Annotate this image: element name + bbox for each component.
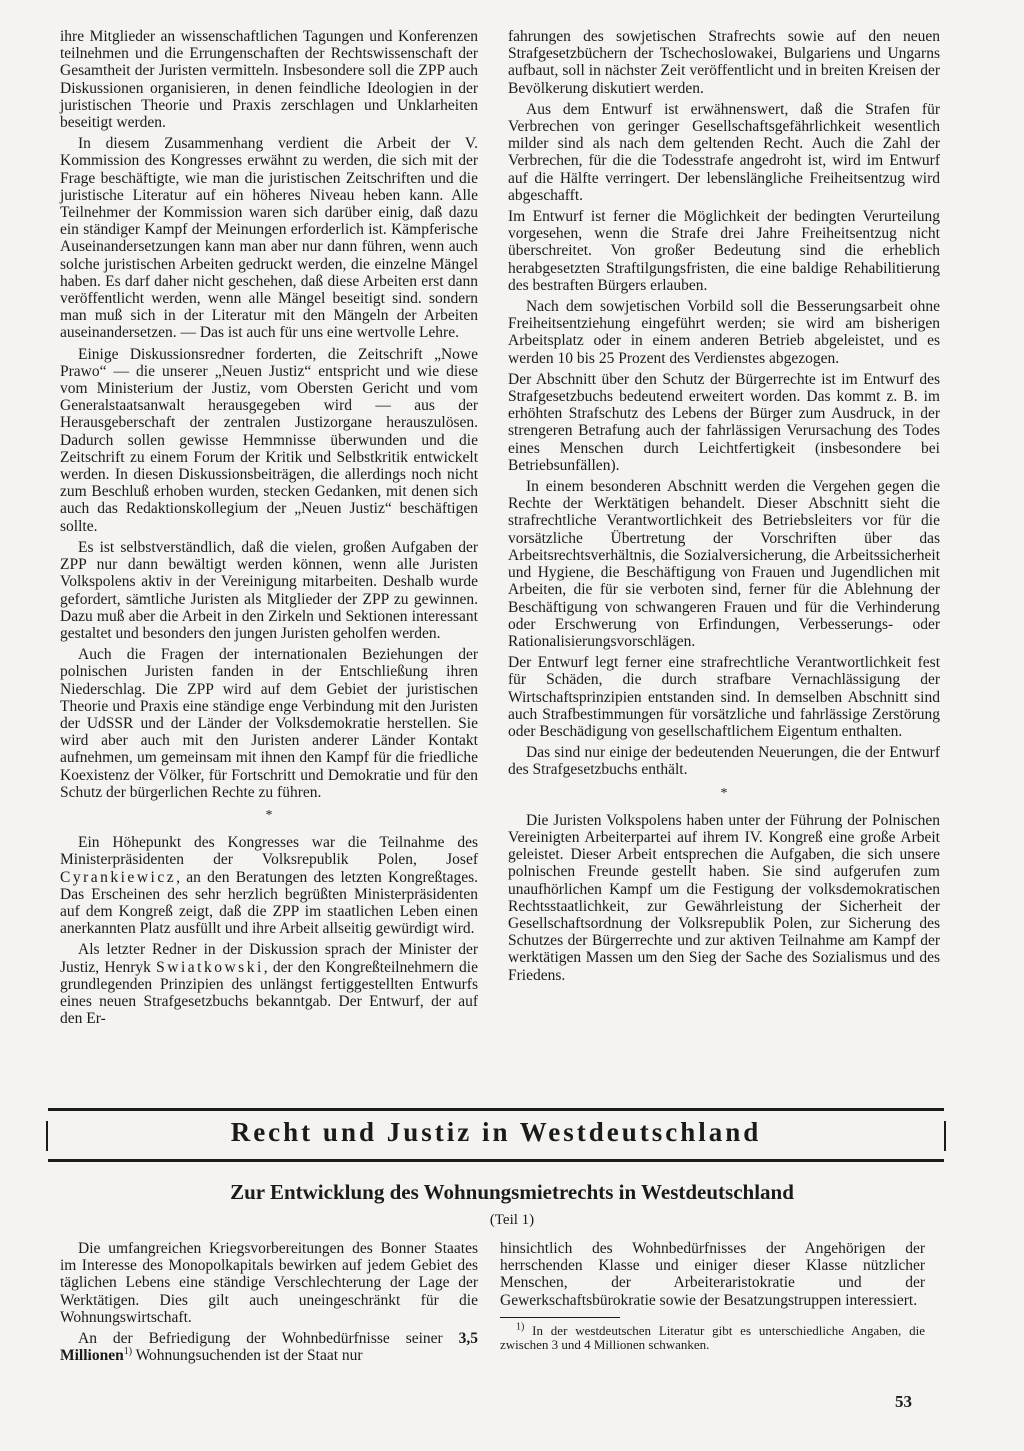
- text-run: Wohnungsuchenden ist der Staat nur: [132, 1347, 363, 1365]
- paragraph: ihre Mitglieder an wissenschaftlichen Tagungen und Konferenzen teilnehmen und die Errungenschaften der Rechtswissenschaft der Gesamtheit der Juristen vermitteln. Insbesondere soll die ZPP auch Diskussionen organisieren, in denen feindliche Ideologien in der juristischen Theorie und Praxis zerschlagen und Unklarheiten beseitigt werden.: [60, 28, 478, 132]
- footnote-text: In der westdeutschen Literatur gibt es unterschiedliche Angaben, die zwischen 3 und 4 Millionen schwanken.: [500, 1322, 925, 1353]
- paragraph: Nach dem sowjetischen Vorbild soll die Besserungsarbeit ohne Freiheitsentziehung eingeführt werden; sie wird am bisherigen Arbeitsplatz oder in einem anderen Betrieb abgeleistet, und es werden 10 bis 25 Prozent des Verdienstes abgezogen.: [508, 298, 940, 367]
- bottom-left-column: [60, 1240, 478, 1368]
- footnote: [500, 1321, 925, 1353]
- person-name: Swiatkowski: [156, 958, 264, 976]
- paragraph: Einige Diskussionsredner forderten, die Zeitschrift „Nowe Prawo“ — die unserer „Neuen Justiz“ entspricht und wie diese vom Ministerium der Justiz, vom Obersten Gericht und vom Generalstaatsanwalt herausgegeben wird — aus der Herausgeberschaft der zentralen Justizorgane herauszulösen. Dadurch sollen gewisse Hemmnisse überwunden und die Zeitschrift zu einem Forum der Kritik und Selbstkritik entwickelt werden. In diesen Diskussionsbeiträgen, die allerdings noch nicht zum Beschluß erhoben wurden, stecken Gedanken, mit denen sich auch das Redaktionskollegium der „Neuen Justiz“ beschäftigen sollte.: [60, 345, 478, 535]
- section-separator: *: [265, 807, 273, 823]
- text-run: , an den Beratungen des letzten Kongreßtages. Das Erscheinen des sehr herzlich begrüßten Ministerpräsidenten auf dem Kongreß zeigt, daß die ZPP im staatlichen Leben einen anerkannten Platz ausfüllt und ihre Arbeit allseitig gewürdigt wird.: [60, 868, 478, 938]
- frame-bar-right: [944, 1121, 946, 1151]
- paragraph: fahrungen des sowjetischen Strafrechts sowie auf den neuen Strafgesetzbüchern der Tschechoslowakei, Bulgariens und Ungarns aufbaut, soll in nächster Zeit veröffentlicht und in breiten Kreisen der Bevölkerung diskutiert werden.: [508, 28, 940, 97]
- bottom-right-column: [500, 1240, 925, 1353]
- section-title: Recht und Justiz in Westdeutschland: [230, 1117, 762, 1147]
- paragraph: Das sind nur einige der bedeutenden Neuerungen, die der Entwurf des Strafgesetzbuchs enthält.: [508, 744, 940, 779]
- footnote-reference: 1): [123, 1346, 133, 1358]
- article-part-label: (Teil 1): [489, 1212, 535, 1228]
- paragraph: [60, 834, 478, 937]
- footnote-rule: [500, 1317, 620, 1318]
- page-number: 53: [895, 1392, 912, 1411]
- paragraph: In einem besonderen Abschnitt werden die Vergehen gegen die Rechte der Werktätigen behandelt. Dieser Abschnitt sieht die strafrechtliche Verantwortlichkeit des Betriebsleiters vor für die vorsätzliche Übertretung der Vorschriften über das Arbeitsrechtsverhältnis, die Sozialversicherung, die Arbeitssicherheit und Hygiene, die Beschäftigung von Frauen und Jugendlichen mit Arbeiten, die für sie verboten sind, ferner für die Ablehnung der Beschäftigung von schwangeren Frauen und für die Verhinderung oder Erschwerung von Erfindungen, Verbesserungs- oder Rationalisierungsvorschlägen.: [508, 478, 940, 650]
- text-run: Als letzter Redner in der Diskussion sprach der Minister der Justiz, Henryk: [60, 941, 478, 976]
- paragraph: Die umfangreichen Kriegsvorbereitungen des Bonner Staates im Interesse des Monopolkapitals bewirken auf jedem Gebiet des täglichen Lebens eine ständige Verschlechterung der Lage der Werktätigen. Dies gilt auch uneingeschränkt für die Wohnungswirtschaft.: [60, 1240, 478, 1326]
- article-title: Zur Entwicklung des Wohnungsmietrechts in Westdeutschland: [230, 1180, 794, 1204]
- paragraph: hinsichtlich des Wohnbedürfnisses der Angehörigen der herrschenden Klasse und einiger dieser Klasse nützlicher Menschen, der Arbeiteraristokratie und der Gewerkschaftsbürokratie sowie der Besatzungstruppen interessiert.: [500, 1240, 925, 1309]
- footnote-mark: 1): [516, 1321, 525, 1333]
- paragraph: [60, 1330, 478, 1364]
- paragraph: Der Abschnitt über den Schutz der Bürgerrechte ist im Entwurf des Strafgesetzbuchs bedeutend erweitert worden. Das kommt z. B. im erhöhten Strafschutz des Lebens der Bürger zum Ausdruck, in der strengeren Betrafung auch der fahrlässigen Verursachung des Todes eines Menschen durch Leichtfertigkeit (insbesondere bei Betriebsunfällen).: [508, 370, 940, 474]
- top-left-column: [60, 28, 478, 1031]
- text-run: An der Befriedigung der Wohnbedürfnisse seiner: [78, 1330, 459, 1348]
- paragraph: In diesem Zusammenhang verdient die Arbeit der V. Kommission des Kongresses erwähnt zu werden, die sich mit der Frage beschäftigte, wie man die juristischen Zeitschriften und die juristische Literatur auf ein höheres Niveau heben kann. Alle Teilnehmer der Kommission waren sich darüber einig, daß dazu ein ständiger Kampf der Meinungen erforderlich ist. Kämpferische Auseinandersetzungen kann man aber nur dann führen, wenn auch solche juristischen Arbeiten gedruckt werden, die einzelne Mängel haben. Es darf daher nicht geschehen, daß diese Arbeiten erst dann veröffentlicht werden, wenn alle Mängel beseitigt sind. sondern man muß sich in der Literatur mit den Mängeln der Arbeiten auseinandersetzen. — Das ist auch für uns eine wertvolle Lehre.: [60, 135, 478, 342]
- paragraph: Auch die Fragen der internationalen Beziehungen der polnischen Juristen fanden in der Entschließung ihren Niederschlag. Die ZPP wird auf dem Gebiet der juristischen Theorie und Praxis eine ständige enge Verbindung mit den Juristen der UdSSR und der Länder der Volksdemokratie herstellen. Sie wird aber auch mit den Juristen anderer Länder Kontakt aufnehmen, um gemeinsam mit ihnen den Kampf für die friedliche Koexistenz der Völker, für Fortschritt und Demokratie und für den Schutz der bürgerlichen Rechte zu führen.: [60, 646, 478, 801]
- section-separator: *: [720, 785, 728, 801]
- section-header-box: [48, 1108, 944, 1162]
- paragraph: Der Entwurf legt ferner eine strafrechtliche Verantwortlichkeit fest für Schäden, die durch strafbare Vernachlässigung der Wirtschaftsprinzipien entstanden sind. In demselben Abschnitt sind auch Strafbestimmungen für vorsätzliche und fahrlässige Zerstörung oder Beschädigung von gesellschaftlichem Eigentum enthalten.: [508, 654, 940, 740]
- paragraph: Es ist selbstverständlich, daß die vielen, großen Aufgaben der ZPP nur dann bewältigt werden können, wenn alle Juristen Volkspolens aktiv in der Vereinigung mitarbeiten. Deshalb wurde gefordert, sämtliche Juristen als Mitglieder der ZPP zu gewinnen. Dazu muß aber die Arbeit in den Zirkeln und Sektionen interessant gestaltet und besonders den jungen Juristen geholfen werden.: [60, 538, 478, 642]
- person-name: Cyrankiewicz: [60, 868, 177, 886]
- paragraph: Die Juristen Volkspolens haben unter der Führung der Polnischen Vereinigten Arbeiterpartei auf ihrem IV. Kongreß eine große Arbeit geleistet. Dieser Arbeit entsprechen die Aufgaben, die sich unsere polnischen Freunde gestellt haben. Sie sind aufgerufen zum unaufhörlichen Kampf um die Festigung der volksdemokratischen Rechtsstaatlichkeit, zur Gewährleistung der Sicherheit der Gesellschaftsordnung der Volksrepublik Polen, zur Sicherung des Schutzes der Bürgerrechte und zur aktiven Teilnahme am Kampf der werktätigen Massen um den Sieg der Sache des Sozialismus und des Friedens.: [508, 811, 940, 984]
- paragraph: Im Entwurf ist ferner die Möglichkeit der bedingten Verurteilung vorgesehen, wenn die Strafe drei Jahre Freiheitsentzug nicht überschreitet. Von großer Bedeutung sind die erheblich herabgesetzten Straftilgungsfristen, die eine baldige Rehabilitierung des bestraften Bürgers erlauben.: [508, 208, 940, 294]
- top-right-column: [508, 28, 940, 988]
- paragraph: Aus dem Entwurf ist erwähnenswert, daß die Strafen für Verbrechen von geringer Gesellschaftsgefährlichkeit wesentlich milder sind als nach dem geltenden Recht. Auch die Zahl der Verbrechen, für die die Todesstrafe angedroht ist, wird im Entwurf auf die Hälfte verringert. Der lebenslängliche Freiheitsentzug wird abgeschafft.: [508, 100, 940, 204]
- paragraph: [60, 941, 478, 1027]
- text-run: Ein Höhepunkt des Kongresses war die Teilnahme des Ministerpräsidenten der Volksrepublik Polen, Josef: [60, 834, 478, 869]
- text-run: , der den Kongreßteilnehmern die grundlegenden Prinzipien des unlängst fertiggestellten Entwurfs eines neuen Strafgesetzbuchs bekanntgab. Der Entwurf, der auf den Er-: [60, 958, 478, 1028]
- emphasized-figure: 3,5 Millionen: [60, 1330, 478, 1365]
